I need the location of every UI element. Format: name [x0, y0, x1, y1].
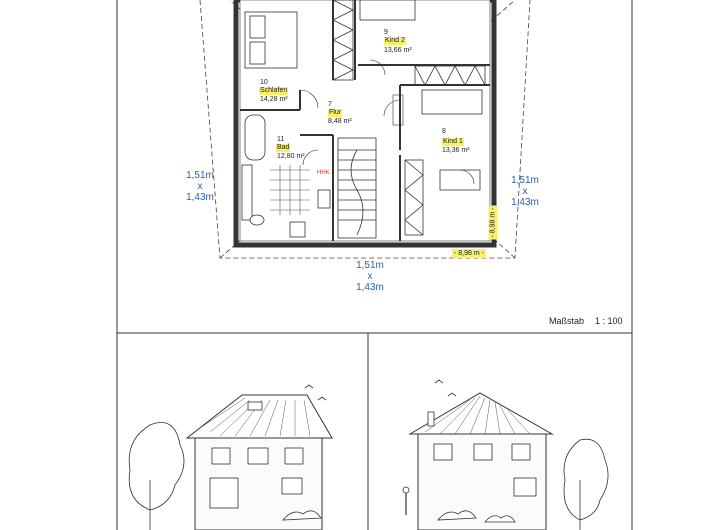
room-name-schlafen: Schlafen — [260, 87, 288, 94]
room-area-schlafen: 14,28 m² — [260, 96, 288, 103]
dimension-bottom-height: 1,43m — [356, 282, 384, 293]
dimension-left-height: 1,43m — [186, 192, 214, 203]
room-name-bad: Bad — [277, 144, 290, 151]
dimension-right-width: 1,51m — [511, 175, 539, 186]
dimension-bottom-x: x — [367, 271, 373, 282]
dimension-right-x: x — [522, 186, 528, 197]
room-number-kind1: 8 — [442, 128, 446, 135]
scale-label: Maßstab — [549, 316, 585, 326]
room-area-flur: 8,48 m² — [328, 118, 352, 125]
room-number-flur: 7 — [328, 101, 332, 108]
staircase — [338, 138, 376, 238]
hhk-marker: HHK — [317, 170, 330, 176]
room-area-kind1: 13,36 m² — [442, 147, 470, 154]
room-name-kind1: Kind 1 — [443, 138, 463, 145]
room-area-bad: 12,80 m² — [277, 153, 305, 160]
scale-value: 1 : 100 — [595, 316, 623, 326]
room-number-kind2: 9 — [384, 29, 388, 36]
dimension-width-total: - 8,98 m - — [454, 250, 484, 257]
dimension-right — [505, 175, 545, 208]
elevation-left — [129, 385, 332, 530]
dimension-left — [180, 170, 220, 203]
dimension-bottom — [350, 260, 390, 293]
room-area-kind2: 13,66 m² — [384, 47, 412, 54]
dimension-right-height: 1,43m — [511, 197, 539, 208]
room-name-kind2: Kind 2 — [385, 37, 405, 44]
room-number-schlafen: 10 — [260, 79, 268, 86]
dimension-left-x: x — [197, 181, 203, 192]
room-number-bad: 11 — [277, 136, 285, 143]
dimension-bottom-width: 1,51m — [356, 260, 384, 271]
elevation-right — [403, 380, 608, 530]
dimension-left-width: 1,51m — [186, 170, 214, 181]
dimension-depth-total: - 8,98 m - — [489, 207, 497, 238]
floor-plan — [236, 0, 494, 245]
room-name-flur: Flur — [329, 109, 342, 116]
